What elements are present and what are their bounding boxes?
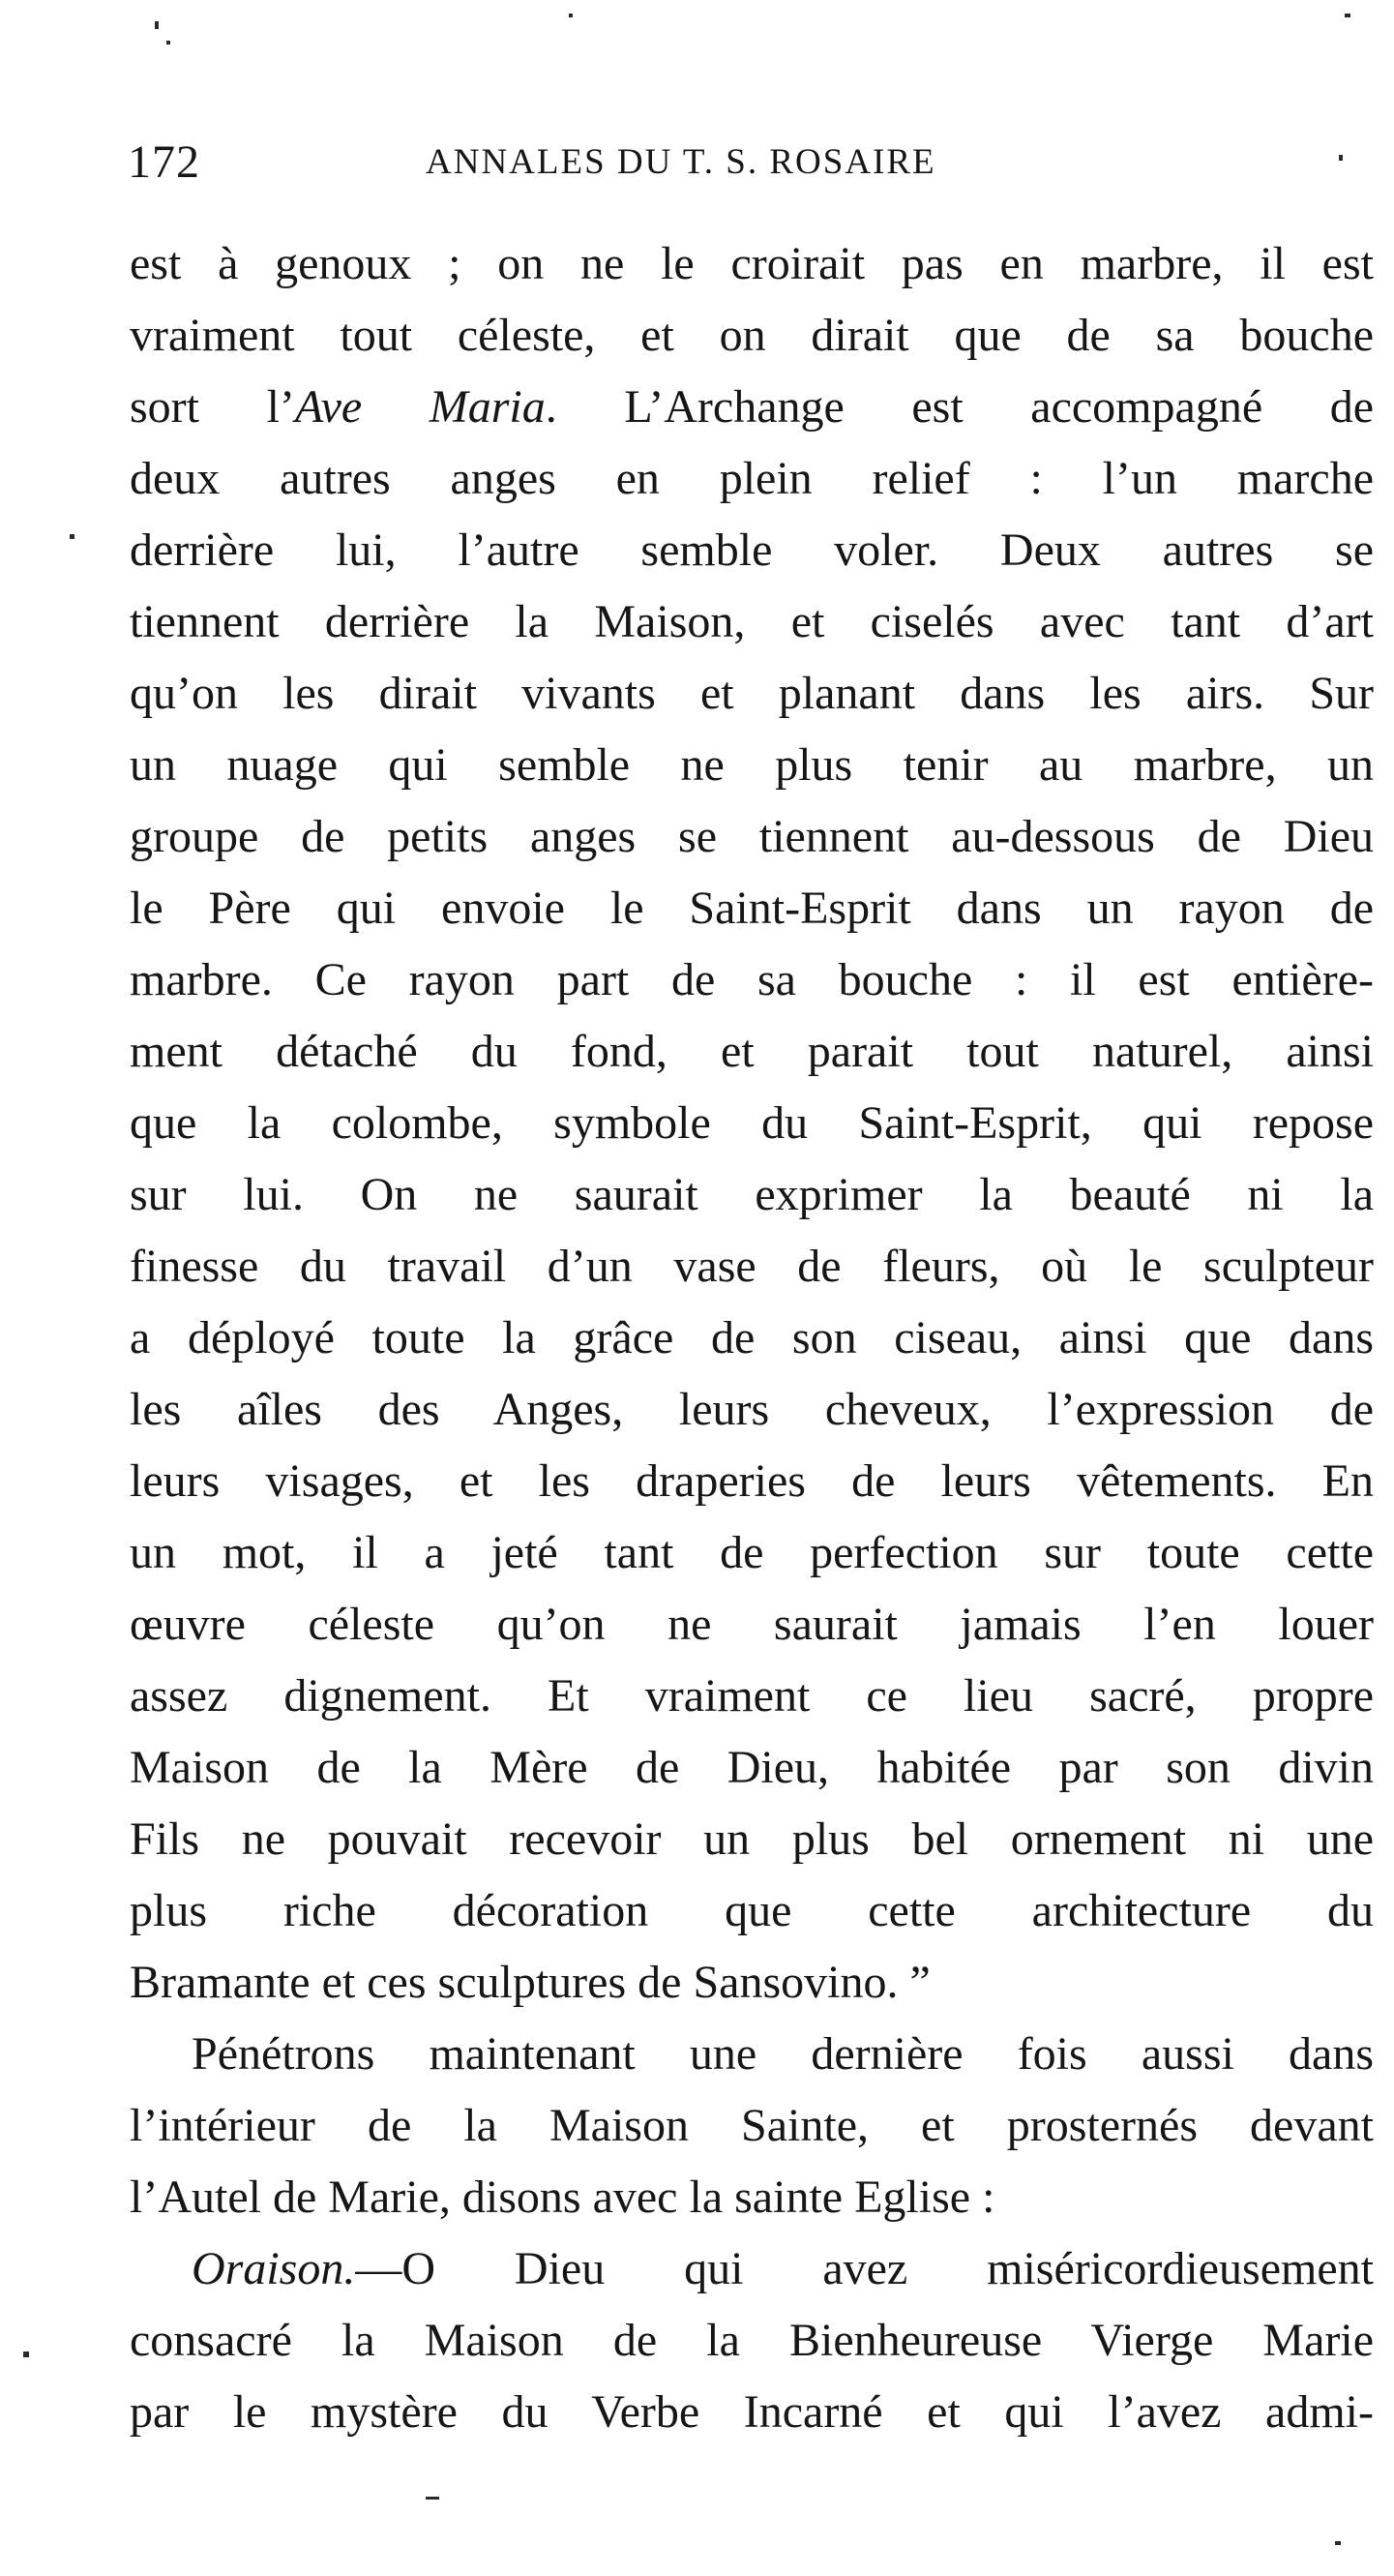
text-line: consacré la Maison de la Bienheureuse Vierge Marie bbox=[130, 2315, 1374, 2366]
text-line: tiennent derrière la Maison, et ciselés avec tant d’art bbox=[130, 596, 1374, 647]
text-line: l’intérieur de la Maison Sainte, et prosternés devant bbox=[130, 2100, 1374, 2151]
text-line: assez dignement. Et vraiment ce lieu sacré, propre bbox=[130, 1670, 1374, 1722]
text-line: a déployé toute la grâce de son ciseau, ainsi que dans bbox=[130, 1312, 1374, 1363]
text-line: un mot, il a jeté tant de perfection sur toute cette bbox=[130, 1527, 1374, 1578]
text-line: leurs visages, et les draperies de leurs vêtements. En bbox=[130, 1455, 1374, 1507]
text-line: plus riche décoration que cette architecture du bbox=[130, 1885, 1374, 1936]
text-line: finesse du travail d’un vase de fleurs, où le sculpteur bbox=[130, 1241, 1374, 1292]
scan-speck bbox=[569, 14, 573, 17]
scan-speck bbox=[1345, 14, 1350, 17]
text-line: par le mystère du Verbe Incarné et qui l’avez admi- bbox=[130, 2386, 1374, 2438]
text-line: Pénétrons maintenant une dernière fois aussi dans bbox=[192, 2028, 1374, 2080]
text-line: ment détaché du fond, et parait tout naturel, ainsi bbox=[130, 1026, 1374, 1077]
text-line: le Père qui envoie le Saint-Esprit dans un rayon de bbox=[130, 883, 1374, 934]
text-line: Fils ne pouvait recevoir un plus bel ornement ni une bbox=[130, 1813, 1374, 1865]
text-line: que la colombe, symbole du Saint-Esprit, qui repose bbox=[130, 1097, 1374, 1149]
scan-speck bbox=[426, 2497, 439, 2500]
text-line: Oraison.—O Dieu qui avez miséricordieusement bbox=[192, 2243, 1374, 2294]
text-line: œuvre céleste qu’on ne saurait jamais l’en louer bbox=[130, 1599, 1374, 1650]
text-line: sort l’Ave Maria. L’Archange est accompagné de bbox=[130, 381, 1374, 433]
text-line: sur lui. On ne saurait exprimer la beauté ni la bbox=[130, 1169, 1374, 1220]
text-line: un nuage qui semble ne plus tenir au marbre, un bbox=[130, 739, 1374, 791]
text-line: qu’on les dirait vivants et planant dans les airs. Sur bbox=[130, 668, 1374, 719]
text-line: groupe de petits anges se tiennent au-dessous de Dieu bbox=[130, 811, 1374, 862]
scan-speck bbox=[155, 21, 159, 29]
scan-speck bbox=[1335, 2541, 1341, 2545]
text-line: marbre. Ce rayon part de sa bouche : il est entière- bbox=[130, 954, 1374, 1005]
paragraph-1 bbox=[130, 228, 1374, 2019]
scan-speck bbox=[70, 534, 74, 539]
paragraph-3 bbox=[130, 2233, 1374, 2448]
scan-speck bbox=[1339, 155, 1343, 161]
text-line: Bramante et ces sculptures de Sansovino. ” bbox=[130, 1957, 931, 2008]
page-number: 172 bbox=[128, 136, 200, 188]
page-header bbox=[128, 124, 1376, 201]
scan-speck bbox=[166, 41, 170, 45]
running-head: ANNALES DU T. S. ROSAIRE bbox=[426, 142, 936, 182]
text-line: l’Autel de Marie, disons avec la sainte Eglise : bbox=[130, 2172, 995, 2223]
text-line: deux autres anges en plein relief : l’un marche bbox=[130, 453, 1374, 504]
text-line: est à genoux ; on ne le croirait pas en marbre, il est bbox=[130, 238, 1374, 289]
paragraph-2 bbox=[130, 2019, 1374, 2233]
text-line: Maison de la Mère de Dieu, habitée par son divin bbox=[130, 1742, 1374, 1793]
text-line: derrière lui, l’autre semble voler. Deux autres se bbox=[130, 524, 1374, 576]
body-text bbox=[130, 228, 1374, 2448]
text-line: les aîles des Anges, leurs cheveux, l’expression de bbox=[130, 1384, 1374, 1435]
text-line: vraiment tout céleste, et on dirait que de sa bouche bbox=[130, 310, 1374, 361]
scan-speck bbox=[23, 2351, 29, 2357]
